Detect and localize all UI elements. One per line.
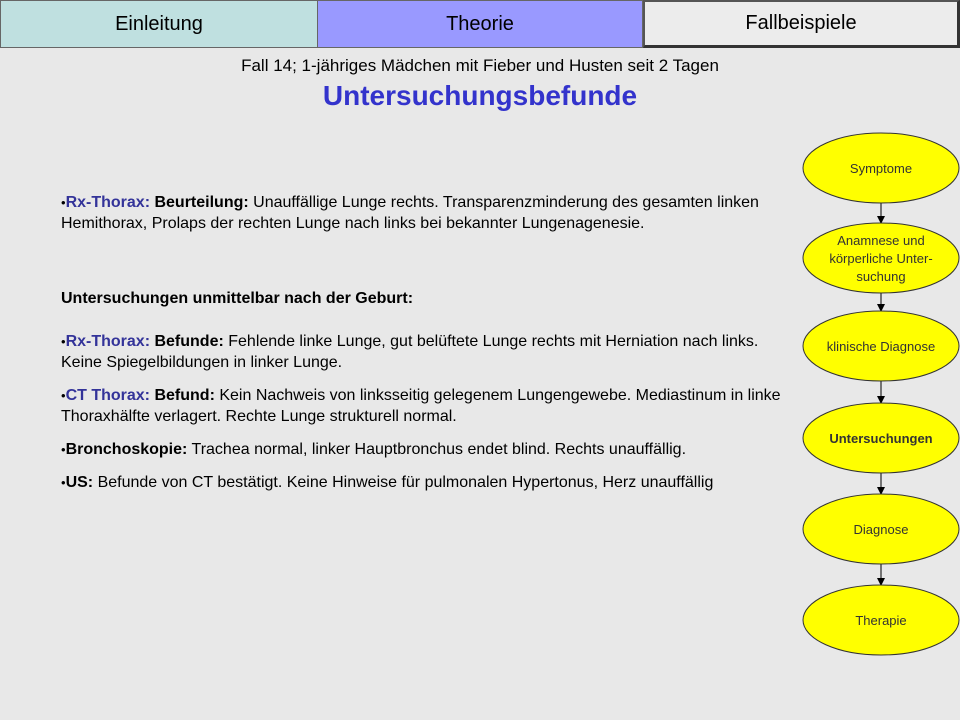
flow-step-label: Anamnese und bbox=[837, 233, 925, 248]
finding-text: Unauffällige Lunge rechts. Transparenzminderung des gesamten linken Hemithorax, Prolaps der rechten Lunge nach links bei bekannter Lungenagenesie. bbox=[61, 194, 759, 232]
case-subtitle: Fall 14; 1-jähriges Mädchen mit Fieber und Husten seit 2 Tagen bbox=[241, 56, 719, 75]
finding-label: US: bbox=[65, 474, 94, 491]
flow-step-therapie[interactable] bbox=[803, 585, 959, 655]
flow-step-label: Therapie bbox=[855, 613, 907, 628]
flow-step-label: klinische Diagnose bbox=[826, 339, 936, 354]
finding-text: Befunde von CT bestätigt. Keine Hinweise für pulmonalen Hypertonus, Herz unauffällig bbox=[97, 474, 714, 491]
finding-label: Bronchoskopie: bbox=[65, 441, 188, 458]
finding-text: Trachea normal, linker Hauptbronchus endet blind. Rechts unauffällig. bbox=[191, 441, 687, 458]
finding-label: CT Thorax: bbox=[65, 387, 151, 404]
bullet-icon: • bbox=[61, 475, 66, 490]
finding-text: Kein Nachweis von linksseitig gelegenem Lungengewebe. Mediastinum in linke Thoraxhälfte verlagert. Rechte Lunge strukturell normal. bbox=[61, 387, 781, 425]
flow-step-diagnose[interactable] bbox=[803, 494, 959, 564]
finding-label: Rx-Thorax: bbox=[65, 333, 151, 350]
finding-label: Rx-Thorax: bbox=[65, 194, 151, 211]
bullet-icon: • bbox=[61, 388, 66, 403]
flow-step-label: Diagnose bbox=[853, 522, 909, 537]
tab-fallbeispiele[interactable]: Fallbeispiele bbox=[643, 0, 960, 48]
flow-step-label: Symptome bbox=[849, 161, 913, 176]
flow-step-label: körperliche Unter- bbox=[829, 251, 933, 266]
bullet-icon: • bbox=[61, 442, 66, 457]
flow-step-label: Untersuchungen bbox=[829, 431, 933, 446]
tab-einleitung[interactable]: Einleitung bbox=[0, 0, 318, 48]
flow-step-symptome[interactable] bbox=[803, 133, 959, 203]
page-title: Untersuchungsbefunde bbox=[322, 80, 638, 111]
flow-step-anamnese[interactable] bbox=[803, 223, 959, 293]
flow-step-label: suchung bbox=[856, 269, 906, 284]
bullet-icon: • bbox=[61, 334, 66, 349]
finding-sublabel: Befund: bbox=[154, 387, 215, 404]
finding-sublabel: Beurteilung: bbox=[154, 194, 249, 211]
section-heading: Untersuchungen unmittelbar nach der Geburt: bbox=[61, 290, 414, 307]
flow-step-untersuchungen[interactable] bbox=[803, 403, 959, 473]
flow-step-klinische-diagnose[interactable] bbox=[803, 311, 959, 381]
tab-theorie[interactable]: Theorie bbox=[318, 0, 643, 48]
finding-sublabel: Befunde: bbox=[154, 333, 224, 350]
bullet-icon: • bbox=[61, 195, 66, 210]
finding-text: Fehlende linke Lunge, gut belüftete Lunge rechts mit Herniation nach links. Keine Spiegelbildungen in linker Lunge. bbox=[61, 333, 759, 371]
